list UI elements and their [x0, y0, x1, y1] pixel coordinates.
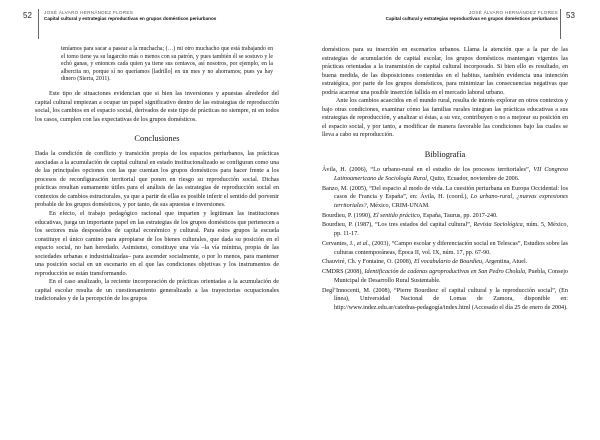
running-author: JOSÉ ÁLVARO HERNÁNDEZ FLORES: [468, 10, 558, 15]
paragraph: domésticos para su inserción en escenarios urbanos. Llama la atención que a la par de las estrategias de acumulación de capital escolar, los grupos domésticos mantengan vigentes las prácticas orientadas a la transmisión de capital cultural incorporado. Si bien ello es resultado, en buena medida, de las disposiciones contenidas en el habitus, también evidencia una intención estratégica, por parte de los grupos domésticos, para minimizar las consecuencias negativas que podría acarrear una posible inserción fallida en el mercado laboral urbano.: [322, 47, 568, 96]
running-title: Capital cultural y estrategias reproductivas en grupos domésticos periurbanos: [44, 15, 217, 21]
reference-item: Bourdieu, P. (1990), El sentido práctico, España, Taurus, pp. 2017-240.: [322, 212, 498, 219]
paragraph: Ante los cambios acaecidos en el mundo rural, resulta de interés explorar en otros contextos y bajo otras condiciones, examinar cómo las familias rurales integran las prácticas educativas a sus estrategias de reproducción, y analizar si éstas, a su vez, contribuyen o no a mejorar su posición en el espacio social, y por tanto, a modificar de manera favorable las condiciones bajo las cuales se lleva a cabo su reproducción.: [322, 98, 568, 139]
left-body-text: [35, 46, 279, 304]
header-divider: [560, 9, 561, 39]
section-heading: Bibliografía: [424, 150, 466, 160]
block-quote: teníamos para sacar a pasear a la muchacha; (…) mi otro muchacho que está trabajando en el tomo tiene ya su lugarcito más o menos con su patrón, y pues también él se sostuvo y le echó ganas, y entonces cada quien ya tiene sus centavos, así nosotros, por ejemplo, en la albercita no, porque sí no queríamos [ladrillo] en un mes y no ahorramos; pues ya hay dinero (Sierra, 2011).: [61, 46, 273, 83]
right-page: [300, 0, 600, 440]
paragraph: En efecto, el trabajo pedagógico racional que imparten y legitiman las instituciones educativas, juega un importante papel en las estrategias de los grupos domésticos que pertenecen a los sectores más desposeídos de capital económico y cultural. Para estos grupos la escuela constituye el único camino para apropiarse de los bienes culturales, que dada su posición en el espacio social, no han heredado. Asimismo, constituye una vía –la vía mínima, propia de las sociedades urbanas e industrializadas– para ascender socialmente, o por lo menos, para mantener una posición social en un escenario en el que las condiciones objetivas y los instrumentos de reproducción se están transformando.: [35, 210, 279, 277]
reference-item: Degl’Innocenti, M. (2008), “Pierre Bourdieu: el capital cultural y la reproducción social”, (En línea), Universidad Nacional de Lomas de Zamora, disponible en: http://www.indez.edu.ar/catedras-pedagogía/index.html (Accesado el día 25 de enero de 2004).: [322, 287, 568, 311]
running-header: [44, 10, 216, 22]
reference-item: Chauviré, Ch. y Fontaine, O. (2008), El vocabulario de Bourdieu, Argentina, Atuel.: [322, 259, 528, 266]
running-author: JOSÉ ÁLVARO HERNÁNDEZ FLORES: [44, 10, 134, 15]
reference-item: Bourdieu, P. (1987), “Los tres estados del capital cultural”, Revista Sociológica, núm. 5, México, pp. 11-17.: [322, 222, 568, 238]
reference-item: CMDRS (2008), Identificación de cadenas agroproductivas en San Pedro Cholula, Puebla, Consejo Municipal de Desarrollo Rural Sustentable.: [322, 269, 569, 284]
reference-item: Cervantes, J., et al., (2003), “Campo escolar y diferenciación social en Telescas”, Estudios sobre las culturas contemporáneas, Época II, vol. IX, núm. 17, pp. 67-90.: [322, 240, 568, 256]
paragraph: Dada la condición de conflicto y transición propia de los espacios periurbanos, las prácticas asociadas a la acumulación de capital cultural en estado institucionalizado se configuran como una de las principales opciones con las que cuentan los grupos domésticos para hacer frente a los procesos de reconfiguración territorial que ponen en riesgo su reproducción social. Dichas prácticas resultan sumamente útiles para el análisis de las estrategias de reproducción social en contextos de cambios estructurales, ya que a partir de ellas es posible inferir el sentido del porvenir probable de los grupos domésticos, y por tanto, de sus apuestas e inversiones.: [35, 151, 279, 209]
reference-item: Banzo, M. (2005), “Del espacio al modo de vida. La cuestión periurbana en Europa Occidental: los casos de Francia y España”, en: Ávila, H. (coord.), Lo urbano-rural, ¿nuevas expresiones territoriales?, México, CRIM-UNAM.: [322, 185, 569, 209]
running-title: Capital cultural y estrategias reproductivas en grupos domésticos periurbanos: [385, 15, 558, 21]
page-number: 53: [566, 11, 575, 20]
reference-list: [322, 166, 568, 312]
section-heading: Conclusiones: [134, 134, 180, 144]
reference-item: Ávila, H. (2006), “Lo urbano-rural en el estudio de los procesos territoriales”, VII Congreso Latinoamericano de Sociología Rural, Quito, Ecuador, noviembre de 2006.: [322, 167, 569, 182]
paragraph: En el caso analizado, la reciente incorporación de prácticas orientadas a la acumulación de capital escolar resulta de un cuestionamiento generalizado a las trayectorias ocupacionales tradicionales y de la percepción de los grupos: [35, 279, 279, 303]
right-body-text: [322, 46, 568, 313]
paragraph: Este tipo de situaciones evidencian que si bien las inversiones y apuestas alrededor del capital cultural empiezan a ocupar un papel significativo dentro de las estrategias de reproducción social, los cambios en el espacio social, derivados de este tipo de prácticas no siempre, ni en todos los casos, cumplen con las expectativas de los grupos domésticos.: [35, 90, 279, 123]
page-number: 52: [23, 11, 32, 20]
running-header: [386, 10, 558, 22]
header-divider: [38, 9, 39, 39]
